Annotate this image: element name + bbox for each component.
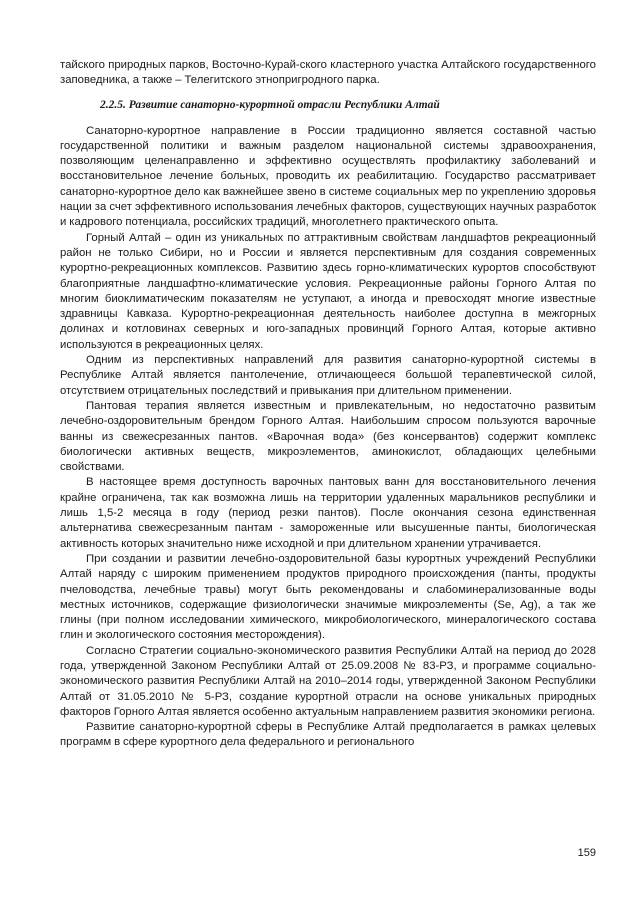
paragraph-7: Согласно Стратегии социально-экономического развития Республики Алтай на период до 2028 года, утвержденной Законом Республики Алтай от 25.09.2008 № 83-РЗ, и программе социально-экономического развития Республики Алтай на 2010–2014 годы, утвержденной Законом Республики Алтай от 31.05.2010 № 5-РЗ, создание курортной отрасли на основе уникальных природных факторов Горного Алтая является особенно актуальным направлением развития экономики региона. xyxy=(60,644,596,718)
paragraph-3: Одним из перспективных направлений для развития санаторно-курортной системы в Республике Алтай является пантолечение, отличающееся большой терапевтической силой, отсутствием отрицательных последствий и привыкания при длительном применении. xyxy=(60,354,596,397)
paragraph-5: В настоящее время доступность варочных пантовых ванн для восстановительного лечения крайне ограничена, так как возможна лишь на территории удаленных маральников республики и лишь 1,5-2 месяца в году (период резки пантов). После окончания сезона единственная альтернатива свежесрезанным пантам - замороженные или высушенные панты, биологическая активность которых значительно ниже исходной и при длительном хранении утрачивается. xyxy=(60,476,596,550)
paragraph-6: При создании и развитии лечебно-оздоровительной базы курортных учреждений Республики Алтай наряду с широким применением продуктов природного происхождения (панты, продукты пчеловодства, лечебные травы) могут быть рекомендованы и слабоминерализованные воды местных источников, содержащие физиологически значимые микроэлементы (Se, Ag), а так же глины (при полном исследовании химического, микробиологического, минералогического состава глин и экологического состояния месторождения). xyxy=(60,552,596,642)
paragraph-1: Санаторно-курортное направление в России традиционно является составной частью государственной политики и важным разделом национальной системы здравоохранения, позволяющим целенаправленно и эффективно осуществлять профилактику заболеваний и восстановительное лечение больных, проводить их реабилитацию. Государство рассматривает санаторно-курортное дело как важнейшее звено в системе социальных мер по укреплению здоровья нации за счет эффективного использования лечебных факторов, существующих научных разработок и кадрового потенциала, российских традиций, многолетнего практического опыта. xyxy=(60,124,596,229)
paragraph-2: Горный Алтай – один из уникальных по аттрактивным свойствам ландшафтов рекреационный район не только Сибири, но и России и является перспективным для создания современных курортно-рекреационных комплексов. Развитию здесь горно-климатических курортов способствуют благоприятные ландшафтно-климатические условия. Рекреационные районы Горного Алтая по многим биоклиматическим показателям не уступают, а иногда и превосходят многие известные здравницы Кавказа. Курортно-рекреационная деятельность наиболее доступна в межгорных долинах и котловинах северных и юго-западных провинций Горного Алтая, которые активно используются в рекреационных целях. xyxy=(60,231,596,351)
intro-paragraph: тайского природных парков, Восточно-Курай-ского кластерного участка Алтайского государственного заповедника, а также – Телегитского этнопригродного парка. xyxy=(60,59,596,87)
page-number: 159 xyxy=(577,847,596,859)
paragraph-8: Развитие санаторно-курортной сферы в Республике Алтай предполагается в рамках целевых программ в сфере курортного дела федерального и регионального xyxy=(60,721,596,749)
paragraph-4: Пантовая терапия является известным и привлекательным, но недостаточно развитым лечебно-оздоровительным брендом Горного Алтая. Наибольшим спросом пользуются варочные ванны из свежесрезанных пантов. «Варочная вода» (без консервантов) содержит комплекс биологически активных веществ, микроэлементов, аминокислот, обладающих целебными свойствами. xyxy=(60,399,596,474)
section-heading: 2.2.5. Развитие санаторно-курортной отрасли Республики Алтай xyxy=(100,98,440,111)
